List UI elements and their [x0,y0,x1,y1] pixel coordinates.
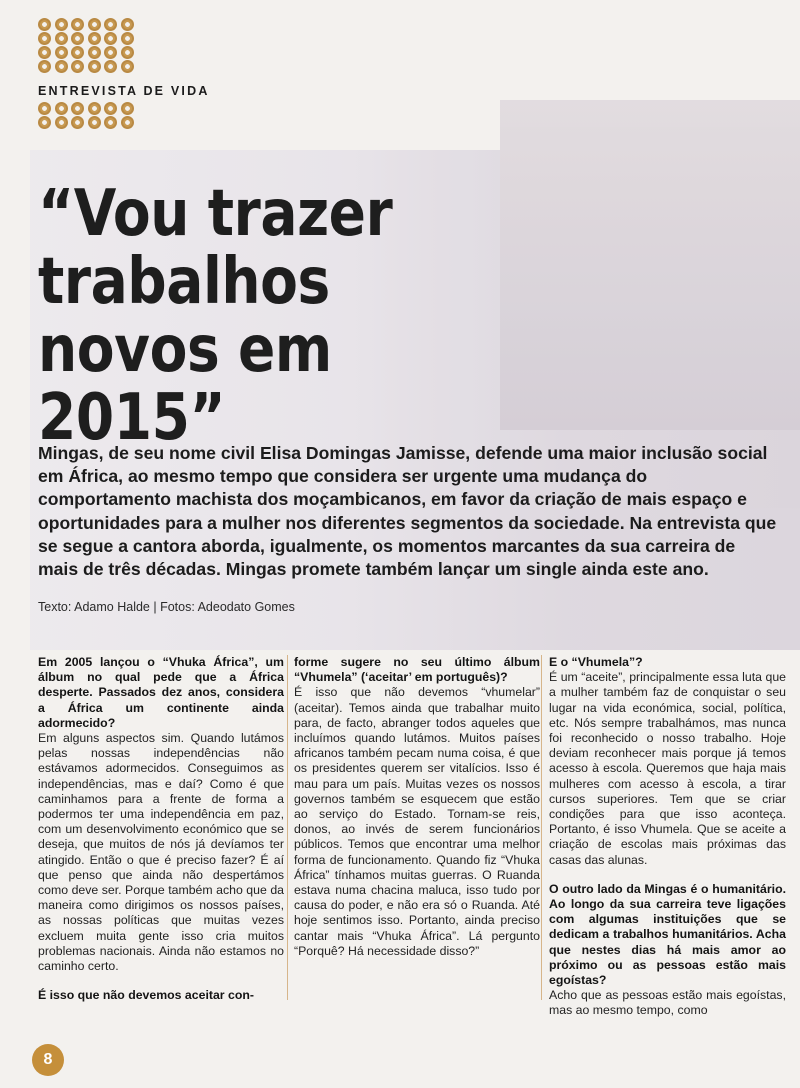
interview-question: E o “Vhumela”? [549,655,643,669]
background-photo-panel [500,100,800,430]
column-divider [287,655,288,1000]
column-divider [541,655,542,1000]
section-label: ENTREVISTA DE VIDA [38,84,210,98]
credits: Texto: Adamo Halde | Fotos: Adeodato Gomes [38,600,295,614]
interview-question: forme sugere no seu último álbum “Vhumela” (‘aceitar’ em português)? [294,655,540,685]
lead-paragraph: Mingas, de seu nome civil Elisa Domingas Jamisse, defende uma maior inclusão social em África, ao mesmo tempo que considera ser urgente uma mudança do comportamento machista dos moçambicanos, em favor da criação de mais espaço e oportunidades para a mulher nos diferentes segmentos da sociedade. Na entrevista que se segue a cantora aborda, igualmente, os momentos marcantes da sua carreira de mais de três décadas. Mingas promete também lançar um single ainda este ano. [38,443,777,580]
interview-answer: É um “aceite”, principalmente essa luta que a mulher também faz de conquistar o seu lugar na vida económica, social, política, etc. Nós sempre trabalhámos, mas nunca foi reconhecido o nosso trabalho. Hoje deviam reconhecer mais porque já temos acesso à escola. Queremos que haja mais mulheres com acesso à escola, a tirar cursos superiores. Tem que se criar condições para que isso aconteça. Portanto, é isso Vhumela. Que se aceite a criação de escolas mais próximas das casas das alunas. [549,670,786,867]
interview-question: Em 2005 lançou o “Vhuka África”, um álbum no qual pede que a África desperte. Passados dez anos, considera a África um continente ainda adormecido? [38,655,284,730]
page-number-badge: 8 [32,1044,64,1076]
article-column-2 [294,655,540,959]
decorative-dot-pattern-top [38,18,137,74]
article-column-1 [38,655,284,1003]
article-column-3 [549,655,786,1019]
interview-answer: Em alguns aspectos sim. Quando lutámos pelas nossas independências não estávamos adormecidos. Conseguimos as independências, mas e daí? Como é que caminhamos para a frente de forma a podermos ter uma independência em paz, com um desenvolvimento económico que se deseja, que muitos de nós já devíamos ter atingido. Então o que é preciso fazer? É aí que penso que ainda não despertámos como deve ser. Porque também acho que da maneira como dirigimos os nossos países, as nossas políticas que muitas vezes excluem muita gente isso cria muitos problemas nacionais. Ainda não estamos no caminho certo. [38,731,284,974]
headline: “Vou trazer trabalhos novos em 2015” [38,177,393,455]
interview-question: O outro lado da Mingas é o humanitário. Ao longo da sua carreira teve ligações com algumas instituições que se dedicam a trabalhos humanitários. Acha que nestes dias há mais amor ao próximo ou as pessoas estão mais egoístas? [549,881,786,988]
interview-answer: É isso que não devemos “vhumelar” (aceitar). Temos ainda que trabalhar muito para, de facto, abranger todos aqueles que incluímos quando lutámos. Muitos países africanos também pecam numa coisa, é que os presidentes querem ser vitalícios. Isso é mau para um país. Muitas vezes os nossos governos também se esquecem que estão ao serviço do Estado. Tornam-se reis, donos, ao invés de serem funcionários públicos. Temos que encontrar uma melhor forma de funcionamento. Quando fiz “Vhuka África” tínhamos muitas guerras. O Ruanda estava numa chacina maluca, isso tudo por causa do poder, e não era só o Ruanda. Até hoje sentimos isso. Portanto, ainda preciso cantar mais “Vhuka África”. Lá pergunto “Porquê? Há necessidade disso?” [294,685,540,958]
interview-question: É isso que não devemos aceitar con- [38,988,254,1003]
interview-answer: Acho que as pessoas estão mais egoístas, mas ao mesmo tempo, como [549,988,786,1018]
decorative-dot-pattern-bottom [38,102,137,130]
